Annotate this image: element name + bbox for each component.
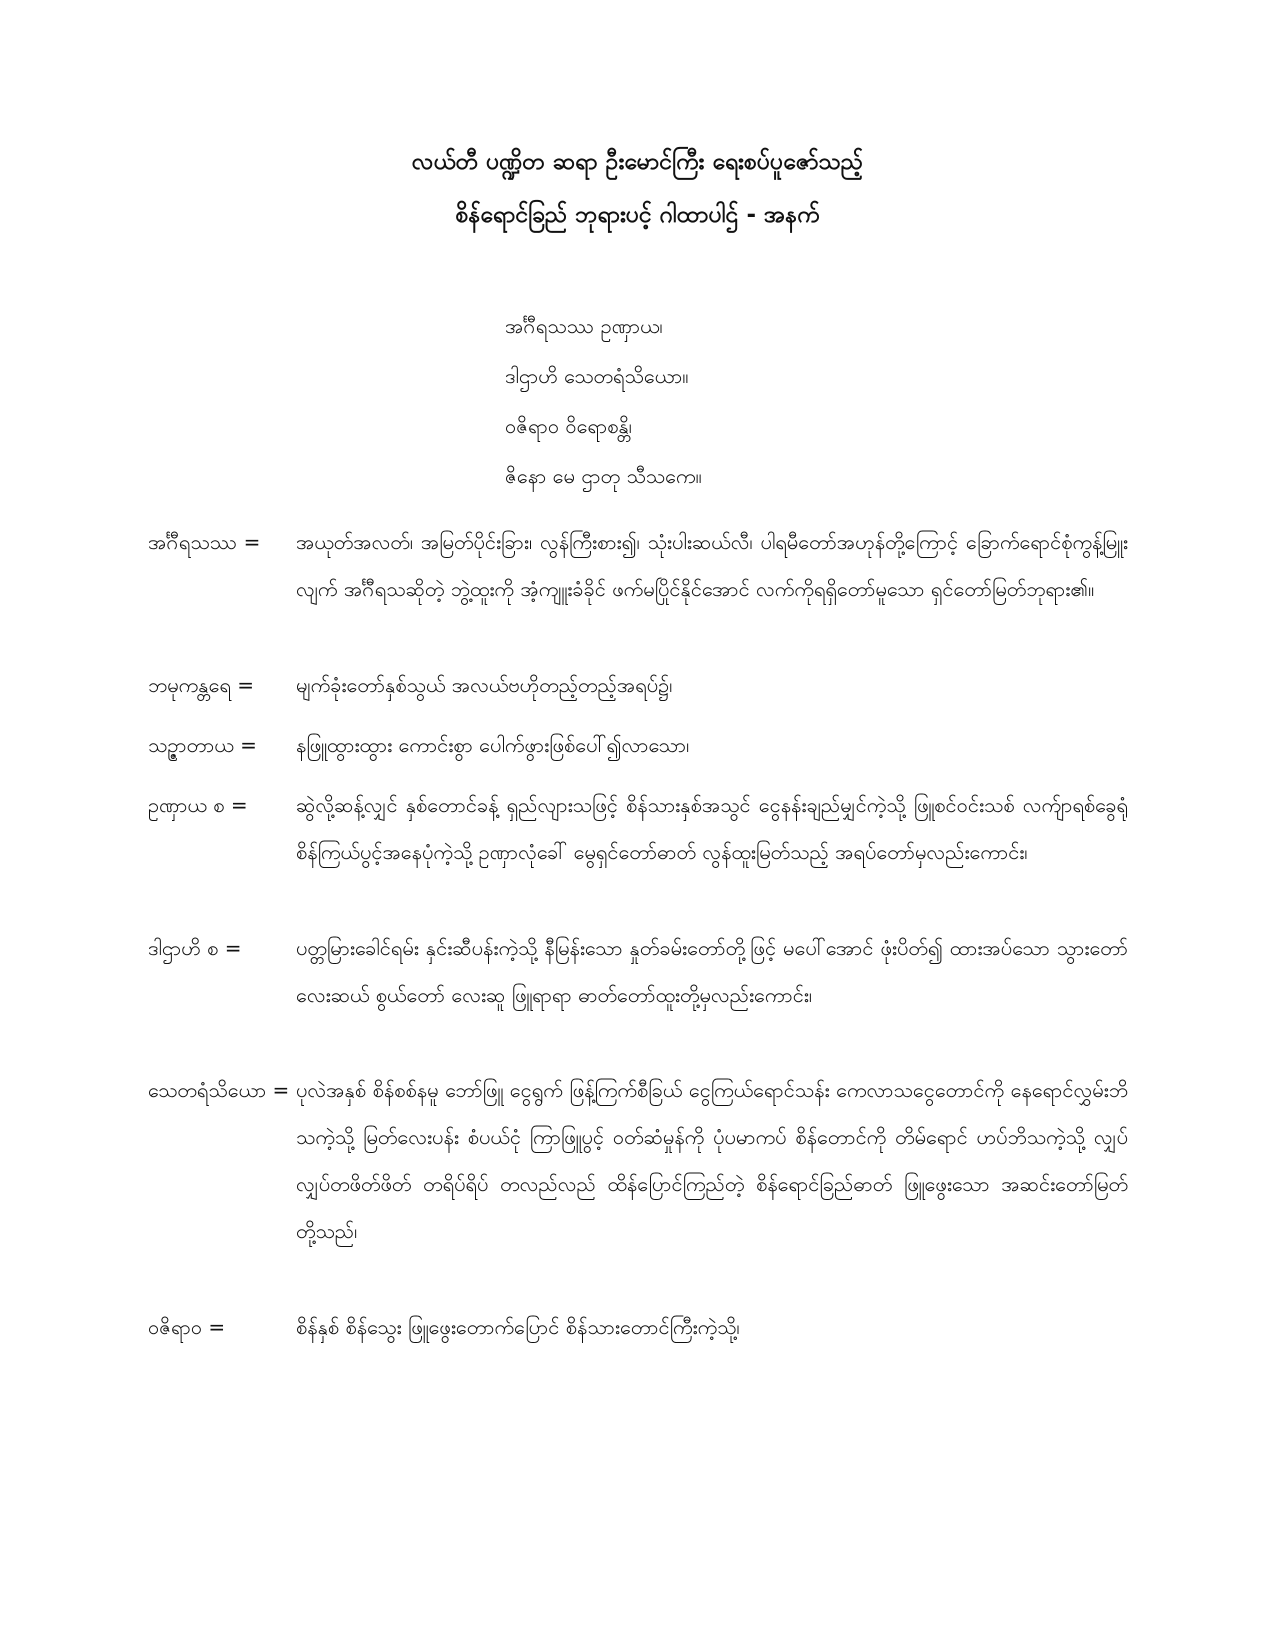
glossary-term: ဘမုကန္တရေ = bbox=[148, 673, 255, 697]
glossary-definition: ပတ္တမြားခေါင်ရမ်း နှင်းဆီပန်းကဲ့သို့ နီမြန်းသော နှုတ်ခမ်းတော်တို့ဖြင့် မပေါ်အောင် ဖုံးပိတ်၍ ထားအပ်သော သွားတော် လေးဆယ် စွယ်တော် လေးဆူ ဖြူရာရာ ဓာတ်တော်ထူးတို့မှလည်းကောင်း၊ bbox=[296, 936, 1128, 1007]
glossary-term: ဒါဌာဟိ စ = bbox=[148, 936, 242, 960]
glossary-definition: ပုလဲအနှစ် စိန်စစ်နမူ ဘော်ဖြူ ငွေရွက် ဖြန့်ကြက်စီခြယ် ငွေကြယ်ရောင်သန်း ကေလာသငွေတောင်ကို နေရောင်လွှမ်းဘိသကဲ့သို့ မြတ်လေးပန်း စံပယ်ငုံ ကြာဖြူပွင့် ဝတ်ဆံမှုန်ကို ပုံပမာကပ် စိန်တောင်ကို တိမ်ရောင် ဟပ်ဘိသကဲ့သို့ လျှပ်လျှပ်တဖိတ်ဖိတ် တရိပ်ရိပ် တလည်လည် ထိန်ပြောင်ကြည်တဲ့ စိန်ရောင်ခြည်ဓာတ် ဖြူဖွေးသော အဆင်းတော်မြတ်တို့သည်၊ bbox=[296, 1078, 1128, 1243]
glossary-definition: စိန်နှစ် စိန်သွေး ဖြူဖွေးတောက်ပြောင် စိန်သားတောင်ကြီးကဲ့သို့၊ bbox=[296, 1315, 740, 1339]
glossary-entry bbox=[148, 1312, 1128, 1351]
glossary-entry bbox=[148, 790, 1128, 876]
glossary-definition: အယုတ်အလတ်၊ အမြတ်ပိုင်းခြား၊ လွန်ကြီးစား၍၊ သုံးပါးဆယ်လီ၊ ပါရမီတော်အဟုန်တို့ကြောင့် ခြောက်ရောင်စုံကွန့်မြူးလျက် အင်္ဂီရသဆိုတဲ့ ဘွဲ့ထူးကို အံ့ကျူးခံခိုင် ဖက်မပြိုင်နိုင်အောင် လက်ကိုရရှိတော်မူသော ရှင်တော်မြတ်ဘုရား၏။ bbox=[296, 530, 1128, 601]
document-title-line-1: လယ်တီ ပဏ္ဍိတ ဆရာ ဦးမောင်ကြီး ရေးစပ်ပူဇော်သည့် bbox=[411, 149, 864, 175]
glossary-definition: မျက်ခုံးတော်နှစ်သွယ် အလယ်ဗဟိုတည့်တည့်အရပ်၌၊ bbox=[296, 673, 673, 697]
verse-line-4: ဇိနော မေ ဌာတု သီသကေ။ bbox=[505, 464, 702, 488]
glossary-term: သေတရံသိယော = bbox=[148, 1078, 290, 1102]
glossary-entry bbox=[148, 670, 1128, 709]
glossary-definition: နဖြူထွားထွား ကောင်းစွာ ပေါက်ဖွားဖြစ်ပေါ်၍လာသော၊ bbox=[296, 733, 690, 757]
glossary-term: ဥဏှာယ စ = bbox=[148, 793, 248, 817]
glossary-entry bbox=[148, 933, 1128, 1019]
glossary-entry bbox=[148, 1075, 1128, 1255]
verse-line-2: ဒါဌာဟိ သေတရံသိယော။ bbox=[505, 364, 689, 388]
glossary-entry bbox=[148, 527, 1128, 613]
glossary-entry bbox=[148, 730, 1128, 769]
glossary-definition: ဆွဲလို့ဆန့်လျှင် နှစ်တောင်ခန့် ရှည်လျားသဖြင့် စိန်သားနှစ်အသွင် ငွေနန်းချည်မျှင်ကဲ့သို့ ဖြူစင်ဝင်းသစ် လက်ျာရစ်ခွေရုံ စိန်ကြယ်ပွင့်အနေပုံကဲ့သို့ ဥဏှာလုံခေါ် မွေရှင်တော်ဓာတ် လွန်ထူးမြတ်သည့် အရပ်တော်မှလည်းကောင်း၊ bbox=[296, 793, 1128, 864]
document-title-line-2: စိန်ရောင်ခြည် ဘုရားပင့် ဂါထာပါဌ် - အနက် bbox=[455, 202, 820, 228]
glossary-term: သဉ္ဇာတာယ = bbox=[148, 733, 257, 757]
glossary-term: ဝဇိရာဝ = bbox=[148, 1315, 226, 1339]
verse-line-3: ဝဇိရာဝ ဝိရောစန္တိ၊ bbox=[505, 414, 632, 438]
verse-line-1: အင်္ဂီရသဿ ဥဏှာယ၊ bbox=[505, 314, 663, 338]
glossary-term: အင်္ဂီရသဿ = bbox=[148, 530, 261, 554]
